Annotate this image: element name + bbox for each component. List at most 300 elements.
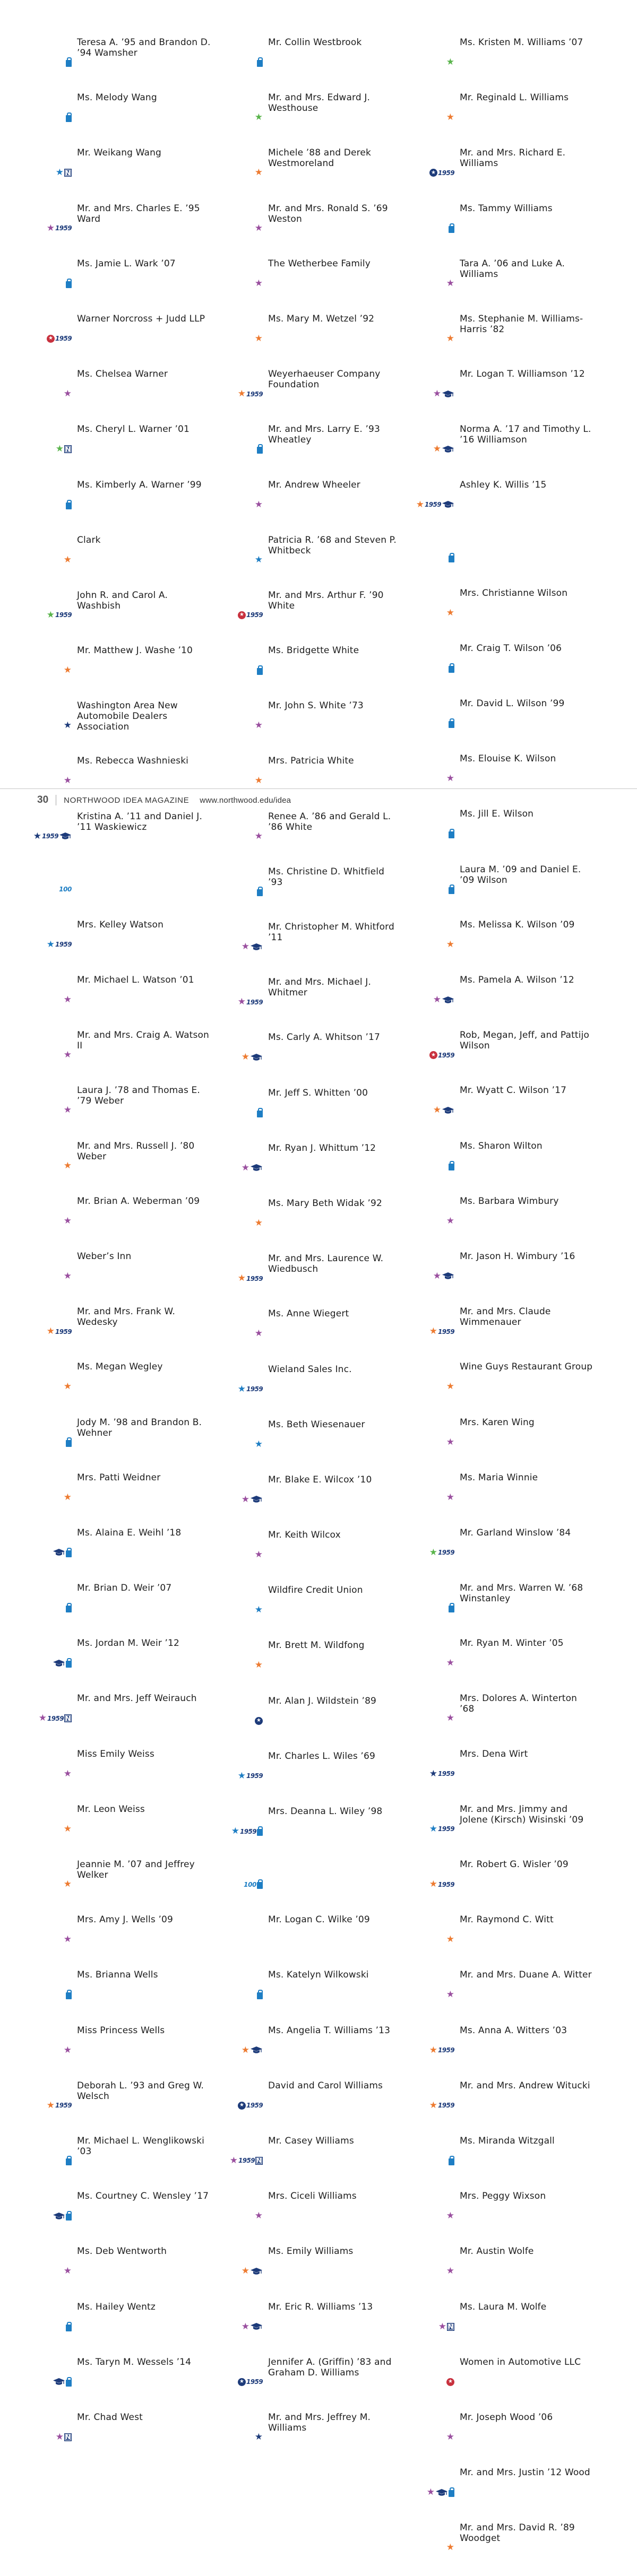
donor-name: Mr. Ryan M. Winter ’05 [460,1638,564,1649]
purple-star-icon: ★ [446,1215,454,1226]
donor-entry [407,863,598,916]
donor-name: Mr. Brett M. Wildfong [268,1640,365,1651]
donor-entry [215,2079,406,2132]
society-1959-icon: 1959 [438,2046,454,2054]
donor-name: Tara A. ’06 and Luke A. Williams [460,258,565,280]
society-1959-icon: 1959 [55,335,72,343]
society-1959-icon: 1959 [240,1827,256,1835]
donor-entry [407,2189,598,2242]
donor-entry [407,1526,598,1579]
donor-entry [215,2189,406,2242]
donor-name: Ms. Anne Wiegert [268,1308,349,1320]
graduation-cap-icon [53,2378,65,2386]
donor-icons [24,478,77,531]
donor-entry [24,1581,215,1634]
donor-icons [215,1805,268,1911]
graduation-cap-icon [250,1053,263,1062]
donor-icons [215,1307,268,1360]
donor-name: Mr. Casey Williams [268,2135,354,2146]
donor-entry [407,478,598,584]
donor-icon-row [24,2134,77,2187]
donor-icon-row [215,257,268,310]
donor-name: Women in Automotive LLC [460,2356,581,2367]
purple-star-icon: ★ [254,499,263,510]
graduation-cap-icon [442,390,454,398]
donor-icons [407,641,460,695]
donor-icons [407,1636,460,1689]
donor-icon-row [407,2134,460,2187]
donor-icons [24,1636,77,1689]
donor-name: Mrs. Patricia White [268,756,354,767]
donor-icon-row [407,2244,460,2297]
donor-icons [24,312,77,365]
donor-icons [215,1473,268,1526]
donor-icon-row [24,1802,77,1855]
donor-entry [215,2355,406,2408]
page-number: 30 [37,794,49,805]
donor-icon-row [407,863,460,916]
donor-icons [407,2300,460,2353]
donor-name: Ms. Bridgette White [268,645,359,656]
donor-icon-row [24,810,77,863]
purple-star-icon: ★ [55,2431,64,2442]
donor-icons [407,863,460,916]
orange-star-icon: ★ [63,1823,72,1834]
donor-entry [407,2300,598,2353]
magazine-url[interactable]: www.northwood.edu/idea [200,795,291,805]
donor-name: Mr. Blake E. Wilcox ’10 [268,1474,372,1485]
shopping-bag-icon [449,1606,454,1612]
donor-entry [215,810,406,863]
donor-name: Mrs. Christianne Wilson [460,587,568,599]
purple-star-icon: ★ [446,1989,454,2000]
donor-icon-row [215,1638,268,1692]
blue-star-icon: ★ [55,167,64,178]
society-1959-icon: 1959 [438,1549,454,1557]
donor-icon-row-secondary [24,863,77,916]
shopping-bag-icon [66,281,72,288]
donor-entry [24,699,215,752]
donor-icon-row [215,533,268,586]
donor-icons [215,2079,268,2132]
donor-icon-row [407,257,460,310]
donor-name: Ms. Christine D. Whitfield ’93 [268,866,385,888]
donor-entry [24,91,215,144]
purple-star-icon: ★ [63,1215,72,1226]
donor-entry [215,1252,406,1305]
blue-star-icon: ★ [46,939,55,950]
donor-entry [24,2410,215,2464]
donor-icons [24,2134,77,2187]
donor-icon-row [407,641,460,695]
donor-icon-row [24,2189,77,2242]
donor-icon-row [24,533,77,586]
purple-star-icon: ★ [446,2210,454,2222]
donor-name: Mr. and Mrs. Ronald S. ’69 Weston [268,203,388,224]
donor-icons [215,865,268,918]
donor-icons [407,2410,460,2464]
donor-entry [24,422,215,475]
orange-star-icon: ★ [254,1217,263,1228]
donor-icons [24,257,77,310]
donor-icon-row [407,1139,460,1192]
donor-icon-row [215,1307,268,1360]
donor-icon-row [24,1360,77,1413]
society-1959-icon: 1959 [438,1880,454,1888]
donor-entry [24,1360,215,1413]
purple-star-icon: ★ [446,773,454,784]
graduation-cap-icon [59,832,72,840]
donor-icons [24,2355,77,2408]
donor-icon-row [215,1086,268,1139]
donor-icon-row [407,2300,460,2353]
donor-name: Mr. and Mrs. Claude Wimmenauer [460,1306,551,1328]
donor-name: Ms. Carly A. Whitson ’17 [268,1032,380,1043]
donor-icon-row [407,478,460,531]
donor-icon-row [215,1363,268,1416]
donor-icon-row [24,2079,77,2132]
donor-name: Ms. Katelyn Wilkowski [268,1970,369,1981]
society-1959-icon: 1959 [246,2102,263,2110]
donor-name: Mr. Michael L. Watson ’01 [77,975,194,985]
northwood-n-icon: N [256,2157,262,2165]
donor-entry [215,91,406,144]
orange-star-icon: ★ [237,1273,246,1284]
donor-icons [215,1583,268,1636]
shopping-bag-icon [449,556,454,562]
donor-icons [215,1749,268,1802]
donor-name: Washington Area New Automobile Dealers Association [77,700,178,733]
donor-name: Jody M. ’98 and Brandon B. Wehner [77,1417,202,1438]
donor-name: Ms. Deb Wentworth [77,2246,167,2257]
donor-entry [24,1083,215,1137]
orange-star-icon: ★ [46,2100,55,2111]
society-1959-icon: 1959 [246,390,263,398]
donor-name: Mr. David L. Wilson ’99 [460,698,565,709]
donor-icons [24,367,77,420]
donor-icon-row [215,1418,268,1471]
donor-icons [407,918,460,971]
donor-icon-row [407,2189,460,2242]
orange-star-icon: ★ [446,2542,454,2553]
graduation-cap-icon [442,996,454,1004]
donor-entry [407,422,598,475]
donor-icons [24,1416,77,1469]
donor-icons [24,1913,77,1966]
donor-entry [407,202,598,255]
shopping-bag-icon [66,2214,72,2221]
navy-star-icon: ★ [33,830,41,842]
donor-entry [24,2300,215,2353]
blue-star-icon: ★ [237,1770,246,1781]
donor-entry [215,1141,406,1194]
donor-name: Mr. Weikang Wang [77,148,161,159]
donor-icons [24,1692,77,1745]
donor-icons [24,91,77,144]
donor-entry [24,533,215,586]
blue-star-icon: ★ [254,554,263,565]
donor-entry [215,312,406,365]
donor-entry [24,644,215,697]
donor-icon-row [407,1360,460,1413]
orange-star-icon: ★ [63,1160,72,1171]
century-100-icon: 100 [244,1880,256,1888]
society-1959-icon: 1959 [55,2102,72,2110]
donor-icons [24,1968,77,2021]
donor-icon-row [407,2410,460,2464]
footer [37,794,291,806]
donor-icon-row [407,807,460,860]
donor-entry [407,1692,598,1745]
donor-icons [215,810,268,863]
donor-name: Ms. Kristen M. Williams ’07 [460,37,583,48]
shopping-bag-icon [66,1992,72,1999]
donor-icon-row [24,918,77,971]
green-star-icon: ★ [254,112,263,123]
donor-name: Mr. Jason H. Wimbury ’16 [460,1251,575,1262]
graduation-cap-icon [442,1272,454,1280]
donor-icons [24,1471,77,1524]
donor-icon-row [24,2244,77,2297]
donor-icon-row [24,202,77,255]
donor-name: Ms. Pamela A. Wilson ’12 [460,975,574,985]
donor-icons [407,1250,460,1303]
magazine-name: NORTHWOOD IDEA MAGAZINE [64,795,190,805]
graduation-cap-icon [250,943,263,951]
donor-icon-row [407,1581,460,1634]
northwood-n-icon: N [65,2433,71,2441]
donor-icons [407,2466,460,2519]
donor-name: Mr. and Mrs. Arthur F. ’90 White [268,589,384,611]
green-star-icon: ★ [55,444,64,455]
orange-star-icon: ★ [446,1934,454,1945]
donor-name: Ms. Laura M. Wolfe [460,2301,547,2312]
donor-icons [24,36,77,89]
donor-icon-row [24,1250,77,1303]
donor-icons [24,1858,77,1911]
donor-entry [24,1692,215,1745]
donor-name: Mr. Austin Wolfe [460,2246,534,2257]
donor-icon-row [215,2355,268,2408]
donor-name: Mrs. Amy J. Wells ’09 [77,1914,173,1926]
purple-star-icon: ★ [438,2321,446,2332]
donor-entry [407,36,598,89]
donor-icon-row [407,697,460,750]
donor-entry [215,2134,406,2187]
donor-name: Patricia R. ’68 and Steven P. Whitbeck [268,534,397,556]
donor-entry [215,36,406,89]
donor-entry [24,367,215,420]
donor-entry [24,2134,215,2187]
orange-star-icon: ★ [429,2100,437,2111]
donor-name: Wieland Sales Inc. [268,1364,352,1375]
donor-icons [215,1694,268,1747]
donor-icon-row [24,2300,77,2353]
donor-entry [215,699,406,752]
donor-entry [407,257,598,310]
donor-name: Mr. Reginald L. Williams [460,92,569,103]
donor-icon-row [407,2355,460,2408]
donor-name: Mrs. Patti Weidner [77,1472,161,1483]
donor-icon-row [407,1913,460,1966]
donor-entry [215,975,406,1028]
graduation-cap-icon [53,1548,65,1557]
donor-entry [407,807,598,860]
donor-icons [215,2410,268,2464]
donor-name: Jeannie M. ’07 and Jeffrey Welker [77,1859,195,1880]
donor-name: Mr. Christopher M. Whitford ’11 [268,922,394,943]
donor-entry [24,312,215,365]
donor-entry [24,1802,215,1855]
donor-entry [215,1528,406,1581]
donor-entry [215,2300,406,2353]
donor-icons [215,1968,268,2021]
donor-icon-row [215,367,268,420]
donor-name: Jennifer A. (Griffin) ’83 and Graham D. Williams [268,2356,392,2378]
orange-star-icon: ★ [63,1381,72,1392]
donor-icons [407,91,460,144]
donor-icons [24,2244,77,2297]
graduation-cap-icon [250,2322,263,2331]
donor-name: Mr. Michael L. Wenglikowski ’03 [77,2135,204,2157]
purple-star-icon: ★ [254,720,263,731]
donor-icons [215,1363,268,1416]
blue-star-icon: ★ [237,1383,246,1394]
donor-icon-row-secondary [215,1858,268,1911]
orange-star-icon: ★ [446,333,454,344]
donor-entry [407,2079,598,2132]
donor-icon-row [407,1194,460,1247]
donor-icon-row [215,865,268,918]
donor-entry [407,146,598,199]
donor-entry [24,588,215,641]
donor-entry [215,1694,406,1747]
donor-icon-row [24,973,77,1026]
donor-icons [24,1581,77,1634]
purple-star-icon: ★ [63,775,72,786]
donor-name: Ms. Sharon Wilton [460,1140,543,1151]
donor-icon-row [215,2244,268,2297]
donor-entry [215,1749,406,1802]
donor-icons [215,2189,268,2242]
donor-name: Mr. and Mrs. Charles E. ’95 Ward [77,203,200,224]
donor-entry [407,1913,598,1966]
donor-icon-row [215,1694,268,1747]
donor-name: Mr. Alan J. Wildstein ’89 [268,1695,377,1706]
donor-icon-row [215,2410,268,2464]
donor-icon-row [24,2410,77,2464]
shopping-bag-icon [449,2158,454,2165]
donor-icon-row [215,644,268,697]
donor-icons [215,312,268,365]
donor-icons [24,422,77,475]
donor-icon-row [24,588,77,641]
donor-icon-row [24,367,77,420]
navy-star-icon: ★ [429,1768,437,1779]
donor-entry [215,865,406,918]
donor-entry [215,1363,406,1416]
donor-icons [215,2300,268,2353]
donor-name: Mr. Joseph Wood ’06 [460,2412,553,2423]
orange-star-icon: ★ [63,1491,72,1503]
orange-star-icon: ★ [446,607,454,618]
navy-star-icon: ★ [254,2431,263,2442]
donor-icons [215,975,268,1028]
donor-icon-row [24,1194,77,1247]
donor-name: Mr. and Mrs. Warren W. ’68 Winstanley [460,1583,583,1604]
purple-star-icon: ★ [446,1436,454,1447]
donor-icons [407,1913,460,1966]
donor-name: Weyerhaeuser Company Foundation [268,369,381,391]
donor-name: Ms. Emily Williams [268,2246,354,2257]
donor-name: Mr. Craig T. Wilson ’06 [460,643,562,654]
orange-star-icon: ★ [446,112,454,123]
donor-name: David and Carol Williams [268,2080,383,2091]
donor-icon-row [407,2466,460,2519]
society-1959-icon: 1959 [438,1770,454,1778]
donor-entry [407,1083,598,1137]
donor-entry [215,1805,406,1911]
purple-star-icon: ★ [254,1328,263,1339]
donor-name: Ms. Courtney C. Wensley ’17 [77,2191,209,2202]
donor-name: Michele ’88 and Derek Westmoreland [268,148,372,169]
donor-entry [24,257,215,310]
donor-name: Ms. Mary Beth Widak ’92 [268,1198,382,1209]
footer-rule [0,788,637,789]
donor-icons [215,36,268,89]
society-1959-icon: 1959 [246,1772,263,1780]
donor-name: Mr. Raymond C. Witt [460,1914,554,1926]
donor-name: Warner Norcross + Judd LLP [77,313,205,324]
donor-name: Ms. Elouise K. Wilson [460,753,556,765]
donor-name: Ms. Kimberly A. Warner ’99 [77,479,202,490]
donor-name: Ms. Barbara Wimbury [460,1195,559,1207]
donor-entry [407,1360,598,1413]
purple-star-icon: ★ [426,2487,435,2498]
donor-entry [407,1802,598,1855]
donor-name: Ms. Stephanie M. Williams-Harris ’82 [460,313,583,335]
shopping-bag-icon [257,1882,263,1889]
donor-icon-row [215,2134,268,2187]
donor-entry [24,36,215,89]
shopping-bag-icon [66,60,72,67]
blue-star-icon: ★ [254,1438,263,1450]
purple-star-icon: ★ [446,1713,454,1724]
orange-star-icon: ★ [446,1381,454,1392]
shopping-bag-icon [257,1992,263,1999]
donor-name: Mr. Jeff S. Whitten ’00 [268,1087,368,1098]
donor-icons [215,478,268,531]
donor-icon-row [24,1913,77,1966]
donor-icon-row [215,2300,268,2353]
donor-icon-row [24,1028,77,1081]
society-1959-icon: 1959 [438,1328,454,1335]
orange-star-icon: ★ [254,167,263,178]
donor-icons [407,2134,460,2187]
shopping-bag-icon [66,1550,72,1557]
orange-star-icon: ★ [429,1326,437,1337]
donor-icons [24,973,77,1026]
society-1959-icon: 1959 [238,2157,255,2165]
donor-icon-row [407,91,460,144]
donor-icons [215,257,268,310]
donor-icon-row [215,91,268,144]
orange-star-icon: ★ [416,499,424,510]
donor-name: Ms. Jordan M. Weir ’12 [77,1638,180,1649]
donor-name: Mrs. Dena Wirt [460,1748,528,1759]
donor-icons [24,810,77,916]
donor-name: Mr. and Mrs. Richard E. Williams [460,148,566,169]
